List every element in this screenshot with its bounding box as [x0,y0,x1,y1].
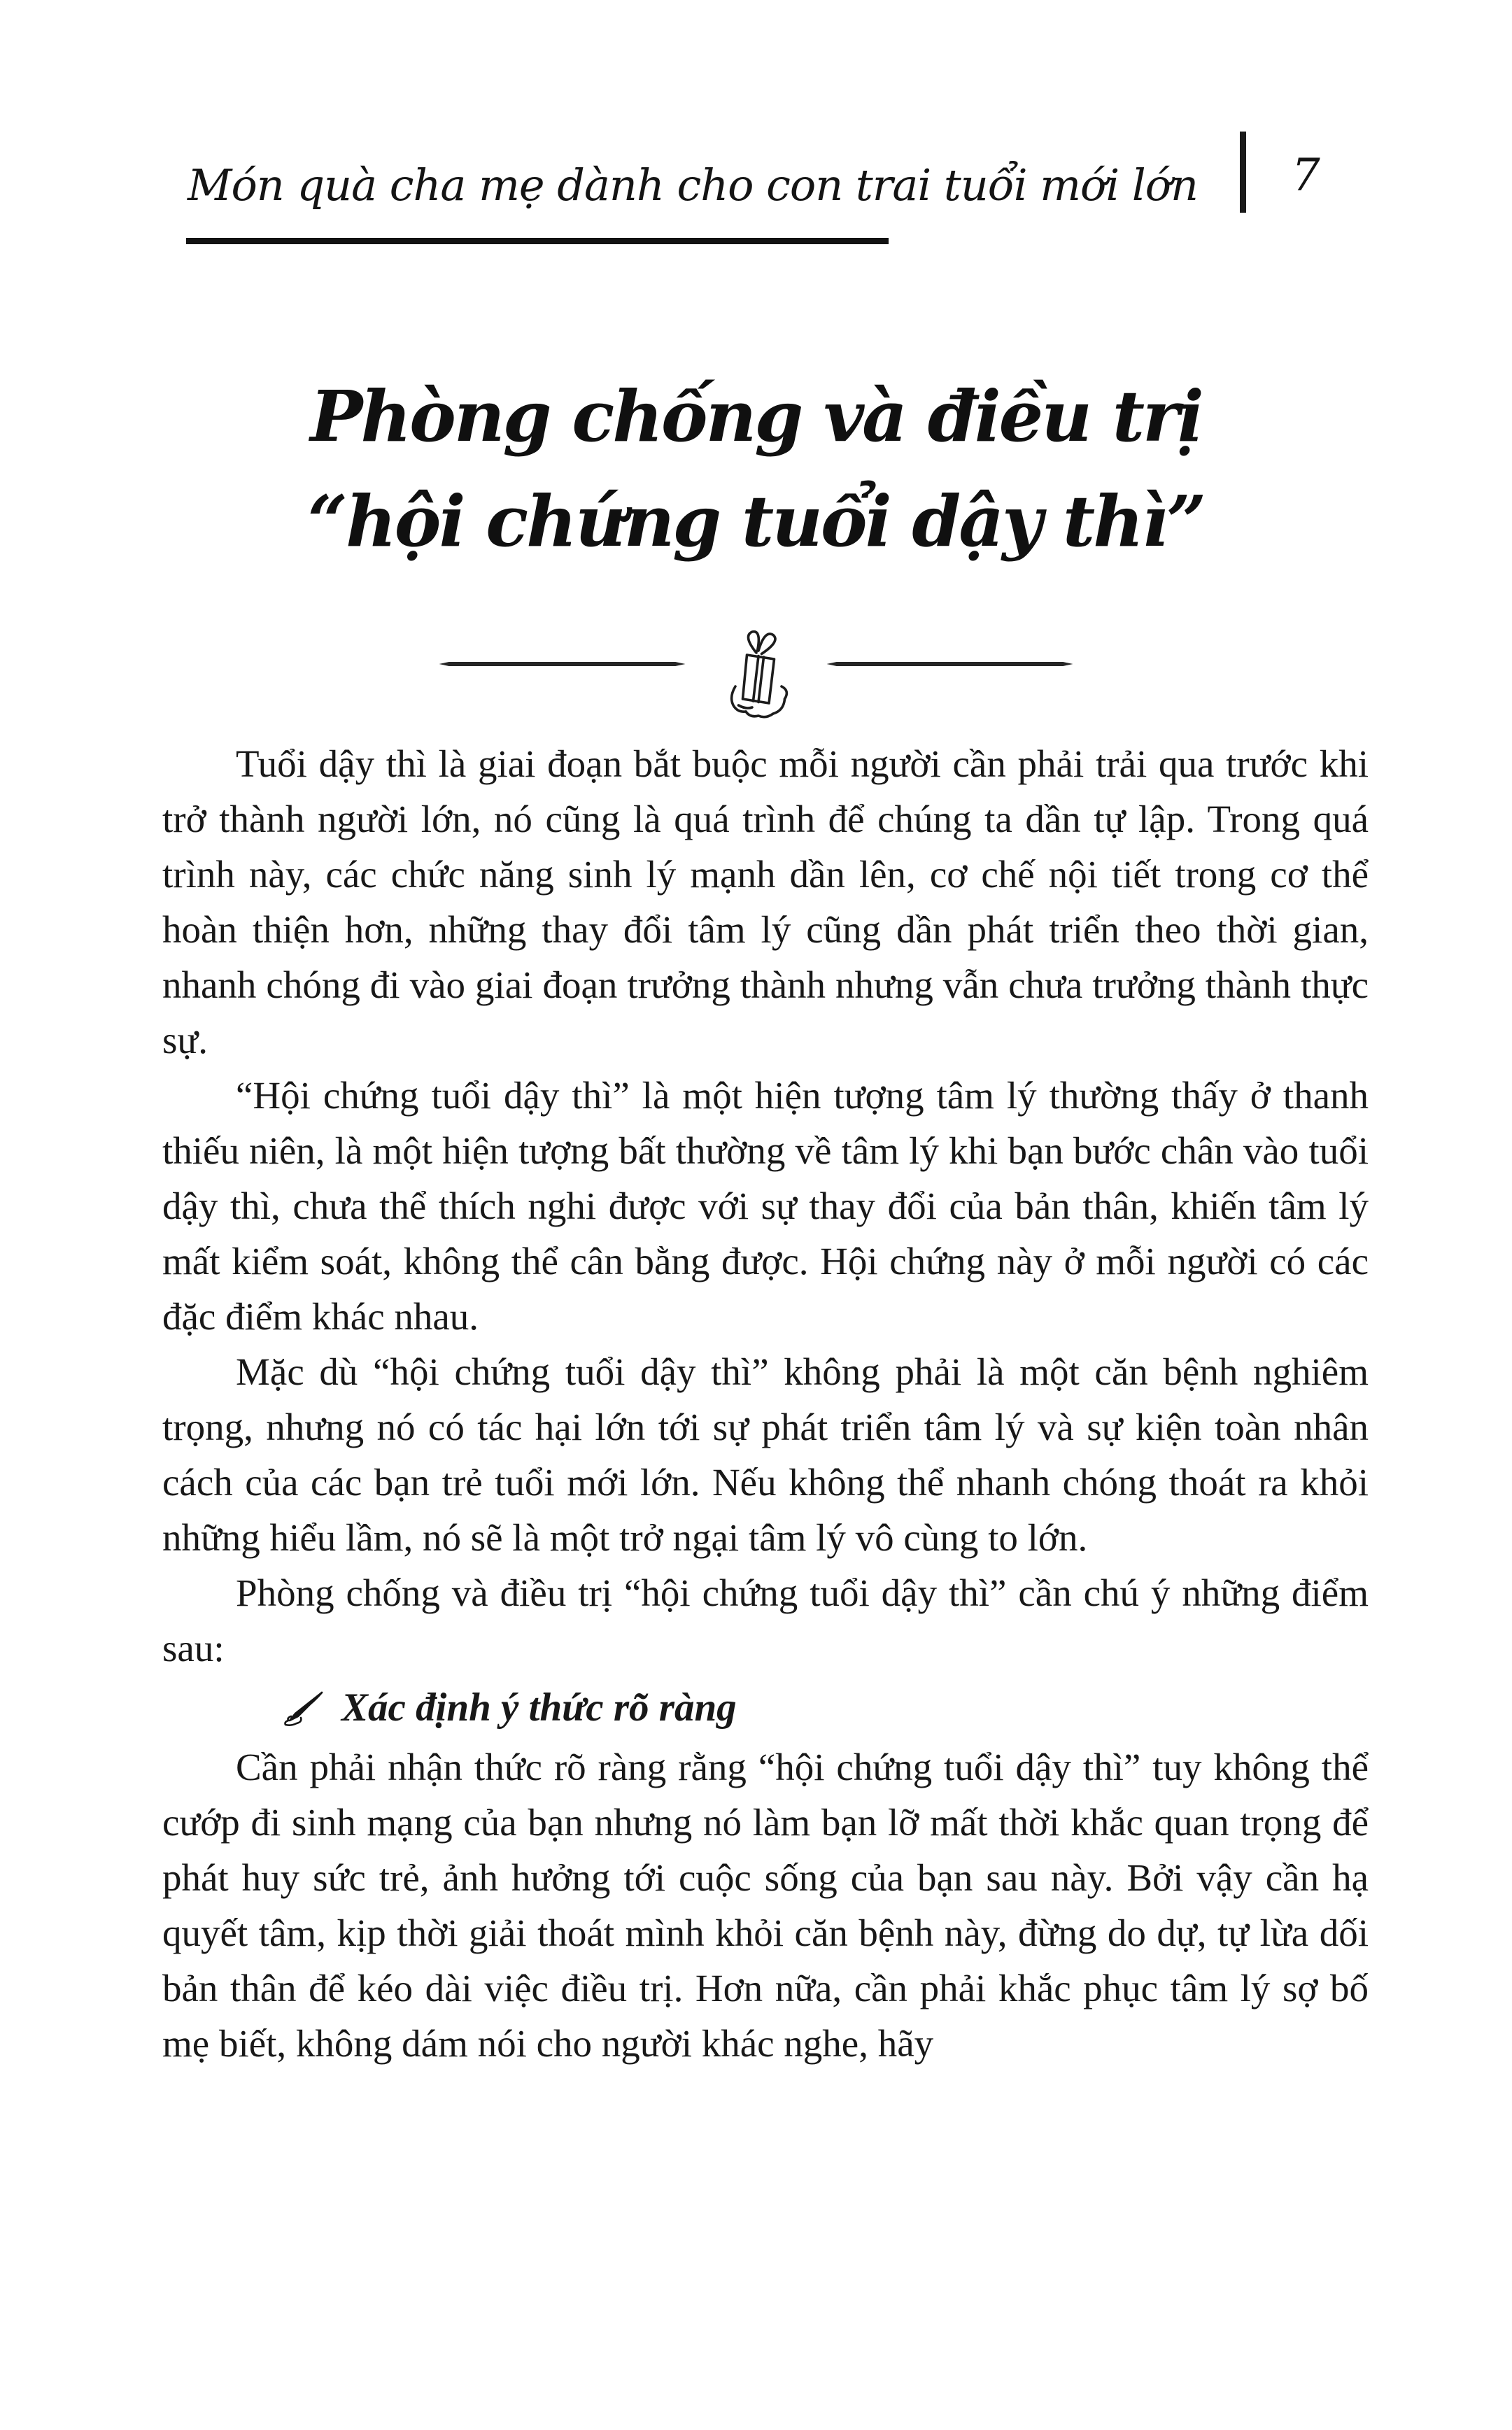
header-divider-bar [1240,132,1246,213]
paragraph: Tuổi dậy thì là giai đoạn bắt buộc mỗi người cần phải trải qua trước khi trở thành người lớn, nó cũng là quá trình để chúng ta dần tự lập. Trong quá trình này, các chức năng sinh lý mạnh dần lên, cơ chế nội tiết trong cơ thể hoàn thiện hơn, những thay đổi tâm lý cũng dần phát triển theo thời gian, nhanh chóng đi vào giai đoạn trưởng thành nhưng vẫn chưa trưởng thành thực sự. [162,742,1369,1061]
subheading-label: Xác định ý thức rõ ràng [341,1686,737,1730]
header-underline [186,238,889,244]
paragraph: Cần phải nhận thức rõ ràng rằng “hội chứng tuổi dậy thì” tuy không thể cướp đi sinh mạng của bạn nhưng nó làm bạn lỡ mất thời khắc quan trọng để phát huy sức trẻ, ảnh hưởng tới cuộc sống của bạn sau này. Bởi vậy cần hạ quyết tâm, kịp thời giải thoát mình khỏi căn bệnh này, đừng do dự, tự lừa dối bản thân để kéo dài việc điều trị. Hơn nữa, cần phải khắc phục tâm lý sợ bố mẹ biết, không dám nói cho người khác nghe, hãy [162,1746,1369,2065]
paragraph: Phòng chống và điều trị “hội chứng tuổi dậy thì” cần chú ý những điểm sau: [162,1571,1369,1669]
subheading [281,1680,1369,1735]
paragraph: Mặc dù “hội chứng tuổi dậy thì” không phải là một căn bệnh nghiêm trọng, nhưng nó có tác hại lớn tới sự phát triển tâm lý và sự kiện toàn nhân cách của các bạn trẻ tuổi mới lớn. Nếu không thể nhanh chóng thoát ra khỏi những hiểu lầm, nó sẽ là một trở ngại tâm lý vô cùng to lớn. [162,1350,1369,1559]
body-text [162,736,1369,2071]
running-head-title: Món quà cha mẹ dành cho con trai tuổi mới lớn [188,160,1198,211]
divider-line-left [439,662,686,666]
writing-hand-icon [281,1690,326,1726]
page-number: 7 [1292,150,1320,202]
chapter-title-line2: “hội chứng tuổi dậy thì” [307,480,1205,563]
divider-line-right [827,662,1073,666]
chapter-title-line1: Phòng chống và điều trị [310,375,1202,458]
paragraph: “Hội chứng tuổi dậy thì” là một hiện tượng tâm lý thường thấy ở thanh thiếu niên, là một hiện tượng bất thường về tâm lý khi bạn bước chân vào tuổi dậy thì, chưa thể thích nghi được với sự thay đổi của bản thân, khiến tâm lý mất kiểm soát, không thể cân bằng được. Hội chứng này ở mỗi người có các đặc điểm khác nhau. [162,1074,1369,1338]
gift-in-hand-icon [704,621,809,726]
chapter-title [0,364,1512,574]
title-divider [0,602,1512,726]
